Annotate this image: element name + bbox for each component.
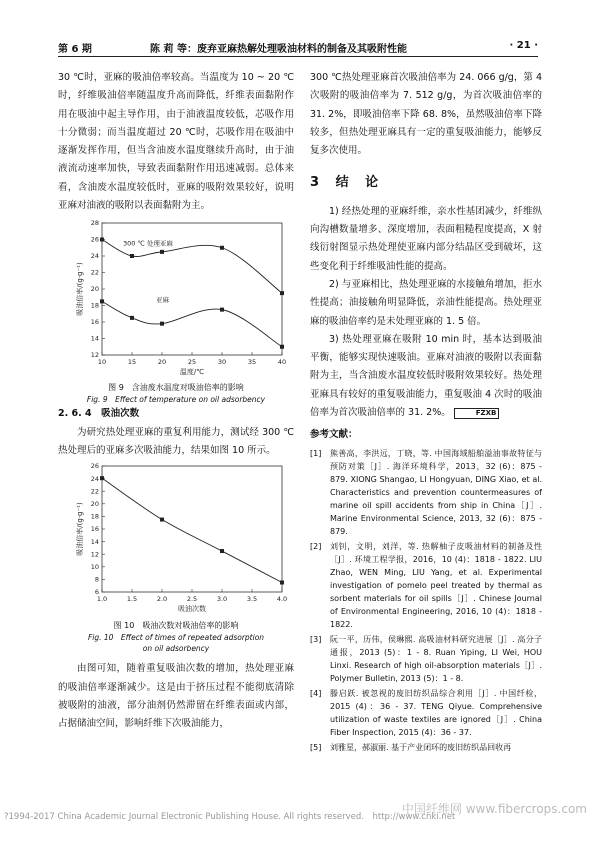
figure-10-chart	[58, 460, 294, 618]
section-heading	[310, 174, 542, 192]
figure-9-caption: 图 9 含油废水温度对吸油倍率的影响	[108, 383, 244, 393]
series-line	[102, 302, 282, 347]
y-tick-label: 28	[90, 219, 99, 228]
left-column	[58, 69, 294, 733]
y-tick-label: 22	[90, 269, 99, 278]
x-tick-label: 3.5	[246, 595, 258, 604]
data-point	[160, 250, 164, 254]
references-heading: 参考文献：	[310, 429, 358, 441]
paragraph: 300 ℃热处理亚麻首次吸油倍率为 24. 066 g/g，第 4 次吸附的吸油倍率为 7. 512 g/g，为首次吸油倍率的 31. 2%，即吸油倍率下降 68. 8%，虽然吸油倍率下降较多，但热处理亚麻具有一定的重复吸油能力，能够反复多次使用。	[310, 72, 542, 157]
data-point	[130, 316, 134, 320]
reference-text: 阮一平，历伟，侯琳熙. 高吸油材料研究进展［J］. 高分子通报，2013 (5)：1 - 8. Ruan Yiping, LI Wei, HOU Linxi. Research of high oil-absorption materials［J］. Polymer Bulletin, 2013 (5)：1 - 8.	[330, 634, 542, 683]
y-tick-label: 8	[94, 575, 99, 584]
y-tick-label: 14	[90, 335, 99, 344]
series-label: 亚麻	[156, 296, 169, 305]
running-title: 陈 莉 等：废弃亚麻热解处理吸油材料的制备及其吸附性能	[150, 44, 407, 55]
data-point	[130, 254, 134, 258]
y-tick-label: 26	[90, 236, 99, 245]
figure-10-caption: 图 10 吸油次数对吸油倍率的影响	[113, 621, 239, 631]
issue-number: 第 6 期	[58, 44, 92, 55]
x-tick-label: 10	[97, 358, 107, 367]
y-tick-label: 6	[94, 588, 99, 597]
x-tick-label: 20	[157, 358, 167, 367]
y-tick-label: 18	[90, 512, 99, 521]
data-point	[280, 292, 284, 296]
x-tick-label: 30	[217, 358, 227, 367]
conclusion-2: 2) 与亚麻相比，热处理亚麻的水接触角增加，拒水性提高；油接触角明显降低，亲油性能提高。热处理亚麻的吸油倍率约是未处理亚麻的 1. 5 倍。	[310, 278, 542, 327]
reference-number: [3]	[310, 634, 322, 644]
x-tick-label: 25	[187, 358, 197, 367]
right-column	[310, 69, 542, 754]
y-tick-label: 24	[90, 475, 99, 484]
paragraph: 30 ℃时，亚麻的吸油倍率较高。当温度为 10 ~ 20 ℃时，纤维吸油倍率随温度升高而降低，纤维表面黏附作用在吸油中起主导作用，由于油液温度较低，芯吸作用十分微弱；而当温度超过 20 ℃时，芯吸作用在吸油中逐渐发挥作用，但当含油废水温度继续升高时，由于油液流动速率加快，导致表面黏附作用迅速减弱。总体来看，含油废水温度较低时，亚麻的吸附效果较好，说明亚麻对油液的吸附以表面黏附为主。	[58, 72, 294, 212]
page-header	[58, 38, 538, 57]
x-axis-label: 温度/℃	[179, 368, 205, 377]
reference-item	[310, 447, 542, 538]
reference-number: [2]	[310, 541, 322, 551]
conclusion-1: 1) 经热处理的亚麻纤维，亲水性基团减少，纤维纵向沟槽数量增多、深度增加，表面粗糙程度提高，X 射线衍射图显示热处理使亚麻内部分结晶区受到破坏，这些变化利于纤维吸油性能的提高。	[310, 205, 542, 272]
figure-10-caption-en-2: on oil adsorbency	[142, 644, 210, 654]
y-tick-label: 16	[90, 525, 99, 534]
data-point	[100, 238, 104, 242]
series-line	[102, 240, 282, 294]
section-number: 3	[310, 175, 326, 191]
series-line	[102, 478, 282, 582]
x-tick-label: 35	[247, 358, 257, 367]
y-axis-label: 吸油倍率/(g·g⁻¹)	[76, 262, 84, 317]
y-tick-label: 20	[90, 285, 99, 294]
y-tick-label: 18	[90, 302, 99, 311]
data-point	[220, 246, 224, 250]
y-tick-label: 22	[90, 487, 99, 496]
paragraph: 为研究热处理亚麻的重复利用能力，测试经 300 ℃热处理后的亚麻多次吸油能力，结果如图 10 所示。	[58, 426, 294, 456]
figure-9-chart	[58, 215, 294, 380]
section-title: 结 论	[335, 175, 385, 191]
reference-text: 熊善高，李洪远，丁晓，等. 中国海域船舶溢油事故特征与预防对策［J］. 海洋环境科学，2013，32 (6)：875 - 879. XIONG Shangao, LI Hongyuan, DING Xiao, et al. Characteristics and prevention countermeasures of marine oil spill accidents from ship in China［J］. Marine Environmental Science, 2013, 32 (6)：875 - 879.	[330, 448, 542, 536]
data-point	[160, 322, 164, 326]
reference-number: [4]	[310, 688, 322, 698]
reference-item	[310, 633, 542, 685]
data-point	[280, 345, 284, 349]
y-tick-label: 20	[90, 500, 99, 509]
journal-mark: FZXB	[454, 408, 500, 419]
plot-frame	[102, 466, 282, 592]
conclusion-3-text: 3) 热处理亚麻在吸附 10 min 时，基本达到吸油平衡，能够实现快速吸油。亚麻对油液的吸附以表面黏附为主，当含油废水温度较低时吸附效果较好。热处理亚麻具有较好的重复吸油能力，重复吸油 4 次时的吸油倍率为首次吸油倍率的 31. 2%。	[310, 333, 542, 419]
y-axis-label: 吸油倍率/(g·g⁻¹)	[76, 502, 84, 556]
data-point	[280, 581, 284, 585]
x-tick-label: 40	[277, 358, 287, 367]
figure-9-caption-en: Fig. 9 Effect of temperature on oil adsorbency	[86, 395, 266, 405]
y-tick-label: 14	[90, 538, 99, 547]
page-number: · 21 ·	[509, 40, 538, 51]
reference-list	[310, 447, 542, 754]
data-point	[100, 300, 104, 304]
x-tick-label: 3.0	[216, 595, 228, 604]
y-tick-label: 12	[90, 351, 99, 360]
reference-text: 刘钊，文明，刘洋，等. 热解柚子皮吸油材料的制备及性［J］. 环境工程学报，2016，10 (4)：1818 - 1822. LIU Zhao, WEN Ming, LIU Yang, et al. Experimental investigation of pomelo peel treated by thermal as sorbent materials for oil spills［J］. Chinese Journal of Environmental Engineering, 2016, 10 (4)：1818 - 1822.	[330, 541, 542, 629]
y-tick-label: 16	[90, 318, 99, 327]
y-tick-label: 12	[90, 550, 99, 559]
data-point	[220, 549, 224, 553]
reference-number: [5]	[310, 742, 322, 752]
series-label: 300 ℃ 处理亚麻	[123, 239, 173, 248]
reference-text: 滕启跃. 被忽视的废旧纺织品综合利用［J］. 中国纤检，2015 (4)：36 - 37. TENG Qiyue. Comprehensive utilization of waste textiles are ignored［J］. China Fiber Inspection, 2015 (4)：36 - 37.	[330, 688, 542, 737]
reference-item	[310, 540, 542, 631]
x-tick-label: 2.0	[156, 595, 168, 604]
watermark: 中国纤维网 www.fibercrops.com	[401, 802, 587, 816]
conclusion-3	[310, 331, 542, 422]
y-tick-label: 24	[90, 252, 99, 261]
figure-10-caption-en: Fig. 10 Effect of times of repeated adsorption	[87, 633, 265, 643]
reference-number: [1]	[310, 448, 322, 458]
reference-item	[310, 741, 542, 754]
x-tick-label: 2.5	[186, 595, 198, 604]
x-tick-label: 1.0	[96, 595, 108, 604]
x-tick-label: 1.5	[126, 595, 138, 604]
paragraph: 由图可知，随着重复吸油次数的增加，热处理亚麻的吸油倍率逐渐减少。这是由于挤压过程不能彻底清除被吸附的油液，部分油剂仍然滞留在纤维表面或内部，占据储油空间，影响纤维下次吸油能力，	[58, 663, 294, 730]
reference-item	[310, 687, 542, 739]
y-tick-label: 26	[90, 462, 99, 471]
x-tick-label: 15	[127, 358, 137, 367]
reference-text: 刘雅星，郝淑丽. 基于产业闭环的废旧纺织品回收再	[330, 742, 512, 752]
y-tick-label: 10	[90, 563, 99, 572]
x-tick-label: 4.0	[276, 595, 288, 604]
data-point	[100, 476, 104, 480]
x-axis-label: 吸油次数	[178, 605, 206, 614]
data-point	[160, 518, 164, 522]
data-point	[220, 308, 224, 312]
subsection-heading: 2. 6. 4 吸油次数	[58, 408, 140, 420]
copyright-notice: ?1994-2017 China Academic Journal Electronic Publishing House. All rights reserved. http://www.cnki.net	[4, 812, 456, 822]
